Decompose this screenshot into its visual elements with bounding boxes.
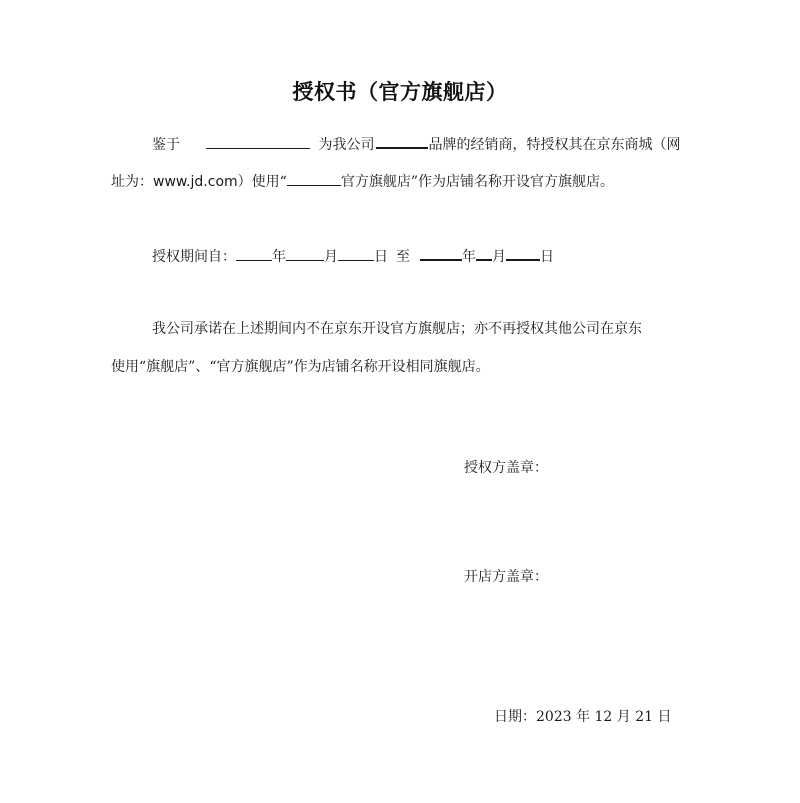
para1-line2-mid: ）使用“ [237, 174, 287, 190]
start-day-label: 日 [374, 249, 388, 265]
store-name-blank [287, 171, 341, 186]
start-month-blank [286, 246, 324, 261]
authorization-period [152, 245, 554, 267]
start-year-label: 年 [272, 249, 286, 265]
period-to: 至 [396, 249, 410, 265]
para1-website-prefix: 址为： [111, 174, 153, 190]
para1-prefix: 鉴于 [152, 137, 180, 153]
website-text: www.jd.com [153, 174, 238, 190]
para2-line1: 我公司承诺在上述期间内不在京东开设官方旗舰店；亦不再授权其他公司在京东 [152, 321, 642, 337]
start-day-blank [338, 246, 374, 261]
period-label: 授权期间自： [152, 249, 236, 265]
grantee-blank [206, 134, 310, 149]
para1-line2 [111, 171, 614, 192]
brand-blank [376, 133, 428, 149]
end-year-label: 年 [462, 249, 476, 265]
end-day-blank [506, 245, 540, 261]
para2-line2: 使用“旗舰店”、“官方旗舰店”作为店铺名称开设相同旗舰店。 [111, 359, 490, 375]
start-month-label: 月 [324, 249, 338, 265]
para1-line2-suffix: 官方旗舰店”作为店铺名称开设官方旗舰店。 [340, 174, 614, 190]
document-title: 授权书（官方旗舰店） [292, 80, 508, 104]
end-year-blank [420, 245, 462, 261]
grantor-seal-label: 授权方盖章： [464, 460, 548, 476]
para1-suffix: 品牌的经销商，特授权其在京东商城（网 [428, 137, 681, 153]
start-year-blank [236, 246, 272, 261]
end-month-label: 月 [492, 249, 506, 265]
para1-mid: 为我公司 [318, 137, 375, 153]
end-month-blank [476, 245, 492, 261]
end-day-label: 日 [540, 249, 554, 265]
para1-line1 [152, 133, 680, 155]
document-date: 日期：2023 年 12 月 21 日 [494, 709, 672, 725]
store-seal-label: 开店方盖章： [464, 569, 548, 585]
